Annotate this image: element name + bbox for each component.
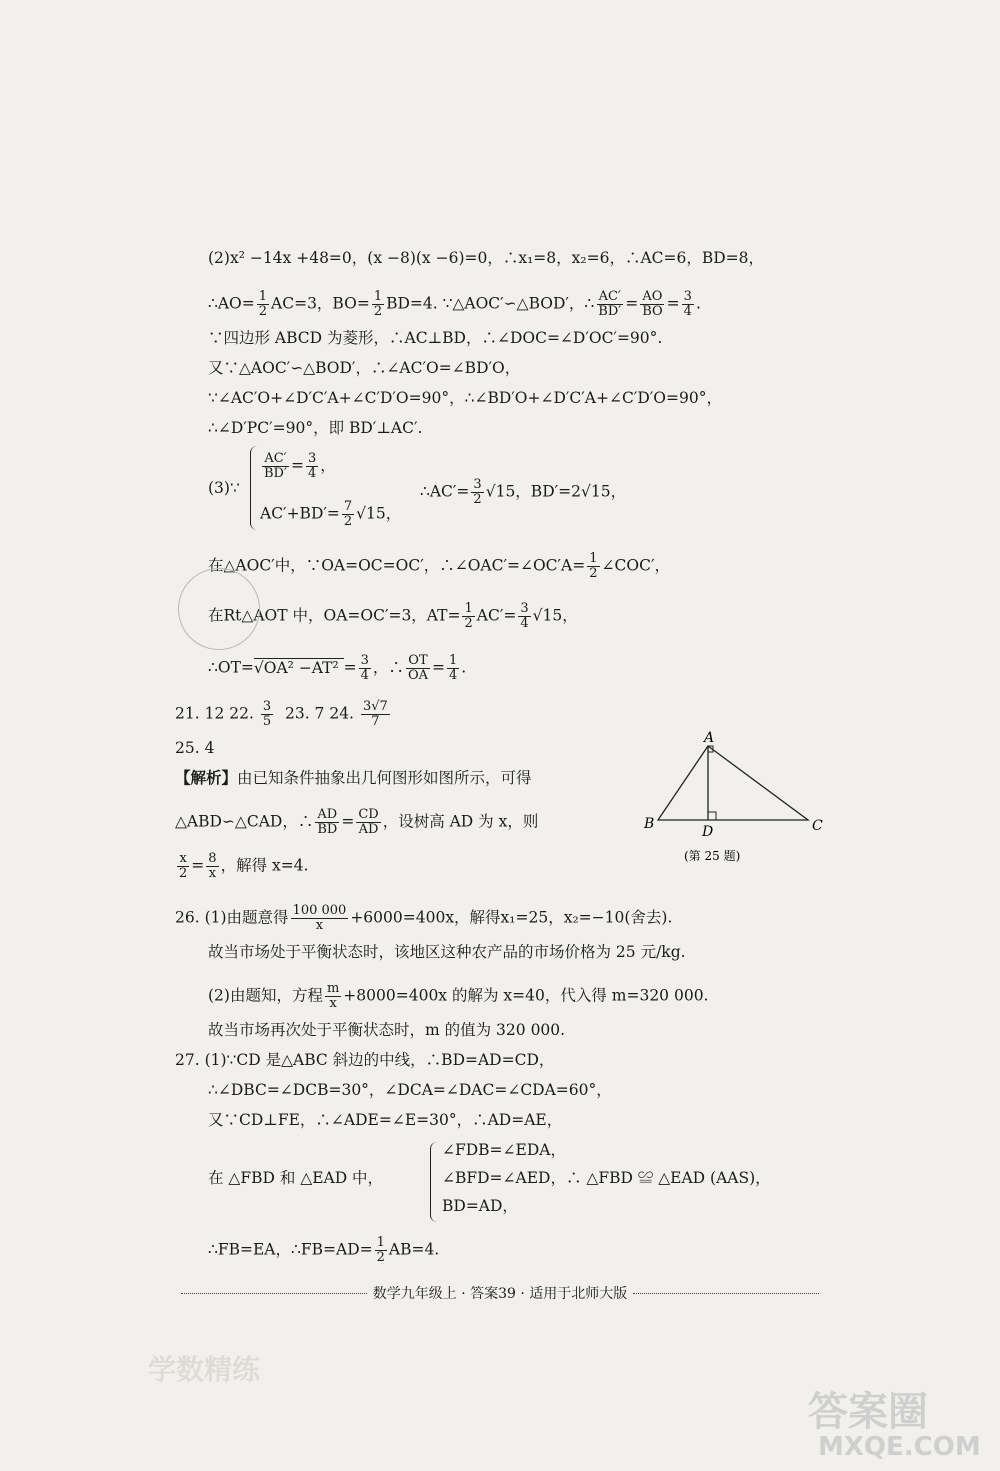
analysis-tag: 【解析】: [175, 768, 238, 787]
fraction: [361, 700, 390, 729]
analysis-line: [175, 768, 532, 788]
line-26-1: [175, 904, 672, 933]
num: 1: [464, 601, 473, 616]
fraction: [177, 852, 189, 881]
line-perp: ∴∠D′PC′=90°，即 BD′⊥AC′.: [208, 419, 423, 437]
footer-rule-right: [633, 1293, 819, 1294]
num: 3: [307, 451, 317, 466]
den: x: [329, 996, 337, 1011]
num: m: [326, 981, 340, 996]
num: 1: [373, 289, 383, 304]
congruence-brace: [430, 1142, 437, 1222]
answer-25: 25. 4: [175, 739, 215, 757]
fraction: [682, 290, 694, 319]
fraction: [372, 290, 384, 319]
text: (3)∵: [208, 479, 240, 497]
text: =: [343, 658, 357, 677]
text: +6000=400x，解得x₁=25，x₂=−10(舍去).: [350, 908, 673, 927]
text: 在△AOC′中，∵OA=OC=OC′，∴∠OAC′=∠OC′A=: [208, 556, 586, 575]
line-2: (2)x² −14x +48=0，(x −8)(x −6)=0，∴x₁=8，x₂=6，∴AC=6，BD=8，: [208, 249, 765, 267]
text: AB=4.: [388, 1240, 440, 1259]
system-row-2: AC′+BD′= $\frac{7}{2}$ √15，: [260, 499, 402, 529]
text: √15，: [532, 606, 578, 625]
num: OT: [408, 653, 428, 668]
fraction: [356, 808, 380, 837]
line-ao: ∴AO= $\frac{1}{2}$ AC=3，BO= $\frac{1}{2}$ BD=4. ∵△AOC′∽△BOD′，∴ $\frac{AC'}{BD'}$ = $\frac{AO}{BO}$ = $\frac{3}{4}$ .: [208, 289, 701, 319]
line-ot: ∴OT=√OA² −AT² = $\frac{3}{4}$ ，∴ $\frac{OT}{OA}$ = $\frac{1}{4}$ .: [208, 653, 467, 683]
den: BD′: [264, 466, 287, 481]
line-26-2: [208, 982, 709, 1011]
part3-label: [208, 478, 240, 498]
page-footer: [175, 1283, 825, 1303]
den: 4: [683, 304, 692, 319]
den: BO: [642, 304, 663, 319]
triangle-figure: [640, 730, 830, 870]
fraction: [471, 478, 483, 507]
num: 1: [258, 289, 268, 304]
text: ，设树高 AD 为 x，则: [382, 812, 539, 831]
fraction: [596, 290, 623, 319]
fraction: [291, 904, 349, 933]
den: 2: [343, 514, 353, 529]
num: 1: [376, 1235, 385, 1250]
fraction: [342, 500, 354, 529]
den: 2: [473, 492, 482, 507]
num: 3: [683, 289, 692, 304]
fraction: [518, 602, 530, 631]
system-brace: [250, 446, 257, 530]
fraction: [206, 852, 218, 881]
den: x: [315, 918, 324, 933]
den: 7: [371, 714, 380, 729]
num: 3: [262, 699, 272, 714]
text: =: [191, 856, 205, 875]
fraction: [261, 700, 273, 729]
text: 由已知条件抽象出几何图形如图所示，可得: [237, 769, 532, 787]
text: (2)由题知，方程: [208, 986, 323, 1005]
num: 1: [448, 653, 458, 668]
num: AC′: [264, 451, 287, 466]
den: 2: [464, 616, 473, 631]
text: ∴OT=: [208, 658, 254, 677]
line-26-conclusion-2: 故当市场再次处于平衡状态时，m 的值为 320 000.: [208, 1021, 566, 1039]
text: BD=4. ∵△AOC′∽△BOD′，∴: [386, 294, 595, 313]
text: 在Rt△AOT 中，OA=OC′=3，AT=: [208, 606, 461, 625]
text: 23. 7 24.: [284, 704, 354, 723]
num: 100 000: [292, 903, 347, 918]
text: =: [431, 658, 445, 677]
text: ∴FB=EA，∴FB=AD=: [208, 1240, 373, 1259]
text: 26. (1)由题意得: [175, 908, 289, 927]
fraction: [406, 654, 430, 683]
system-row-1: $\frac{AC'}{BD'}$ = $\frac{3}{4}$ ，: [264, 451, 336, 481]
label-b: B: [644, 816, 655, 832]
fraction: [447, 654, 459, 683]
text: ∴AC′=: [420, 482, 470, 501]
text: AC′=: [476, 606, 517, 625]
line-27-5: [208, 1236, 439, 1265]
text: √15，BD′=2√15，: [485, 482, 627, 501]
den: 2: [376, 1250, 385, 1265]
fraction: [640, 290, 664, 319]
label-a: A: [704, 730, 715, 746]
fraction: [262, 452, 289, 481]
line-rhombus: ∵四边形 ABCD 为菱形，∴AC⊥BD，∴∠DOC=∠D′OC′=90°.: [208, 329, 663, 347]
footer-rule-left: [181, 1293, 367, 1294]
den: x: [208, 866, 217, 881]
line-similar-abd: [175, 808, 538, 837]
den: 4: [307, 466, 317, 481]
den: 2: [589, 566, 598, 581]
fraction: [257, 290, 269, 319]
den: 2: [258, 304, 268, 319]
line-rt-aot: [208, 602, 578, 631]
den: 2: [373, 304, 383, 319]
line-solve-x: [175, 852, 309, 881]
den: AD: [358, 822, 379, 837]
den: 5: [262, 714, 272, 729]
condition-3: BD=AD，: [442, 1197, 518, 1215]
den: 2: [179, 866, 188, 881]
fraction: [359, 654, 371, 683]
text: ，解得 x=4.: [220, 856, 309, 875]
line-27-3: 又∵CD⊥FE，∴∠ADE=∠E=30°，∴AD=AE，: [208, 1111, 563, 1129]
label-d: D: [702, 824, 714, 840]
num: 3: [520, 601, 529, 616]
text: 21. 12 22.: [175, 704, 254, 723]
answers-21-24: [175, 700, 392, 729]
line-27-4: 在 △FBD 和 △EAD 中，: [208, 1169, 384, 1187]
right-angle-mark: [708, 812, 716, 820]
figure-caption: (第 25 题): [684, 849, 741, 863]
faint-watermark: 学数精练: [148, 1353, 261, 1386]
text: +8000=400x 的解为 x=40，代入得 m=320 000.: [343, 986, 709, 1005]
watermark-url: MXQE.COM: [818, 1432, 981, 1462]
num: AD: [317, 807, 338, 822]
num: 3: [473, 477, 482, 492]
den: 4: [360, 668, 369, 683]
text: ∴AO=: [208, 294, 255, 313]
fraction: [325, 982, 341, 1011]
num: 1: [589, 551, 598, 566]
text: ，∴: [372, 658, 404, 677]
text: √15: [356, 504, 386, 523]
stamp-seal: [178, 568, 260, 650]
text: △ABD∽△CAD，∴: [175, 812, 314, 831]
text: ∠COC′，: [601, 556, 670, 575]
watermark-logo: 答案圈: [808, 1389, 928, 1435]
den: 4: [448, 668, 458, 683]
num: AO: [642, 289, 663, 304]
line-angles: ∵∠AC′O+∠D′C′A+∠C′D′O=90°，∴∠BD′O+∠D′C′A+∠C′D′O=90°，: [208, 389, 722, 407]
fraction: [315, 808, 339, 837]
text: AC=3，BO=: [271, 294, 370, 313]
num: x: [179, 851, 187, 866]
label-c: C: [812, 818, 823, 834]
num: 8: [208, 851, 217, 866]
num: 3√7: [362, 699, 388, 714]
den: OA: [407, 668, 428, 683]
text: =: [341, 812, 355, 831]
num: AC′: [598, 289, 621, 304]
fraction: [462, 602, 474, 631]
line-triangle-aoc: [208, 552, 670, 581]
line-similar: 又∵△AOC′∽△BOD′，∴∠AC′O=∠BD′O，: [208, 359, 521, 377]
triangle-abc: [658, 746, 808, 820]
den: BD: [317, 822, 338, 837]
num: CD: [358, 807, 379, 822]
fraction: [306, 452, 318, 481]
footer-text: 数学九年级上 · 答案39 · 适用于北师大版: [372, 1286, 628, 1302]
fraction: [375, 1236, 387, 1265]
text: AC′+BD′=: [260, 504, 340, 523]
condition-2: ∠BFD=∠AED，∴ △FBD ≌ △EAD (AAS)，: [442, 1169, 771, 1187]
fraction: [587, 552, 599, 581]
line-27-1: 27. (1)∵CD 是△ABC 斜边的中线，∴BD=AD=CD，: [175, 1051, 555, 1069]
sqrt: √OA² −AT²: [253, 658, 344, 677]
line-27-2: ∴∠DBC=∠DCB=30°，∠DCA=∠DAC=∠CDA=60°，: [208, 1081, 612, 1099]
den: 4: [520, 616, 529, 631]
line-ac-result: [420, 478, 626, 507]
line-26-conclusion-1: 故当市场处于平衡状态时，该地区这种农产品的市场价格为 25 元/kg.: [208, 943, 686, 961]
num: 3: [360, 653, 369, 668]
den: BD′: [598, 304, 622, 319]
condition-1: ∠FDB=∠EDA，: [442, 1141, 566, 1159]
num: 7: [343, 499, 353, 514]
